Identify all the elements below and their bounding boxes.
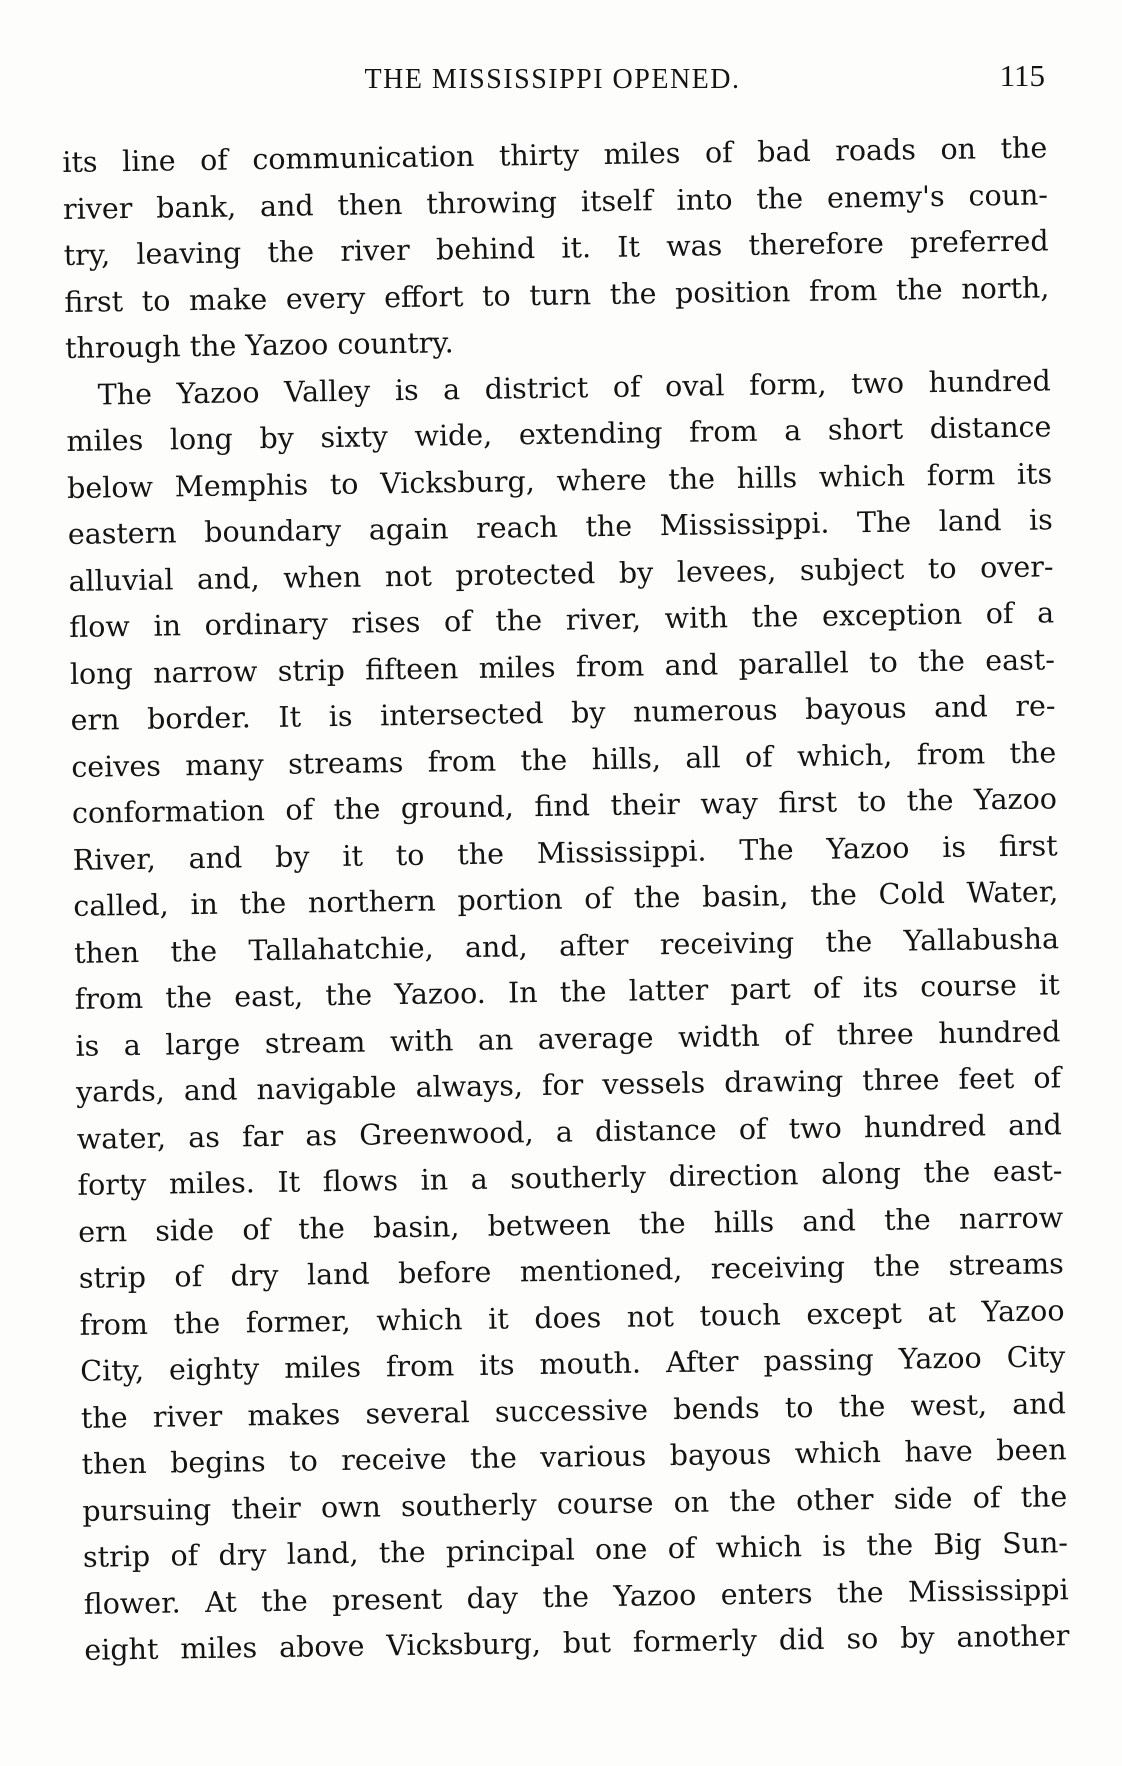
running-title: THE MISSISSIPPI OPENED. [364, 64, 741, 95]
text-line: then the Tallahatchie, and, after receiving the Yallabusha [73, 921, 1060, 970]
text-line: called, in the northern portion of the basin, the Cold Water, [73, 875, 1059, 923]
text-line: through the Yazoo country. [64, 326, 454, 365]
text-line: ern border. It is intersected by numerous bayous and re- [70, 689, 1056, 737]
text-line: pursuing their own southerly course on the other side of the [82, 1479, 1068, 1528]
text-line: flower. At the present day the Yazoo enters the Mississippi [83, 1572, 1069, 1621]
text-line: long narrow strip fifteen miles from and parallel to the east- [69, 642, 1056, 691]
text-line: the river makes several successive bends to the west, and [80, 1386, 1067, 1435]
text-line: is a large stream with an average width of three hundred [75, 1014, 1061, 1063]
text-line: from the former, which it does not touch except at Yazoo [79, 1293, 1065, 1342]
text-line: water, as far as Greenwood, a distance of two hundred and [76, 1107, 1062, 1156]
text-line: alluvial and, when not protected by levees, subject to over- [68, 549, 1054, 598]
text-line: from the east, the Yazoo. In the latter part of its course it [74, 968, 1060, 1016]
text-line: City, eighty miles from its mouth. After passing Yazoo City [80, 1340, 1066, 1388]
text-line: its line of communication thirty miles of bad roads on the [62, 131, 1048, 179]
text-line: yards, and navigable always, for vessels drawing three feet of [75, 1061, 1062, 1109]
text-line: then begins to receive the various bayous which have been [81, 1433, 1067, 1481]
text-line: forty miles. It flows in a southerly direction along the east- [77, 1154, 1063, 1202]
text-line: river bank, and then throwing itself into the enemy's coun- [62, 177, 1049, 226]
text-line: River, and by it to the Mississippi. The Yazoo is first [72, 828, 1058, 877]
text-line: conformation of the ground, find their way first to the Yazoo [71, 782, 1058, 830]
text-line: ceives many streams from the hills, all of which, from the [71, 735, 1057, 784]
text-line: ern side of the basin, between the hills and the narrow [77, 1200, 1064, 1249]
text-line: strip of dry land, the principal one of which is the Big Sun- [82, 1526, 1069, 1574]
page-number: 115 [999, 58, 1045, 93]
text-line: strip of dry land before mentioned, receiving the streams [78, 1247, 1065, 1295]
body-text [62, 125, 1070, 1674]
text-line: The Yazoo Valley is a district of oval form, two hundred [97, 363, 1051, 411]
text-line: first to make every effort to turn the position from the north, [64, 270, 1050, 319]
running-head [60, 58, 1045, 98]
text-line: eastern boundary again reach the Mississippi. The land is [67, 503, 1053, 551]
text-line: miles long by sixty wide, extending from a short distance [66, 410, 1052, 458]
text-line: flow in ordinary rises of the river, with the exception of a [68, 596, 1055, 644]
text-line: eight miles above Vicksburg, but formerly did so by another [84, 1619, 1070, 1667]
text-line: below Memphis to Vicksburg, where the hills which form its [66, 456, 1053, 505]
text-line: try, leaving the river behind it. It was therefore preferred [63, 224, 1049, 272]
